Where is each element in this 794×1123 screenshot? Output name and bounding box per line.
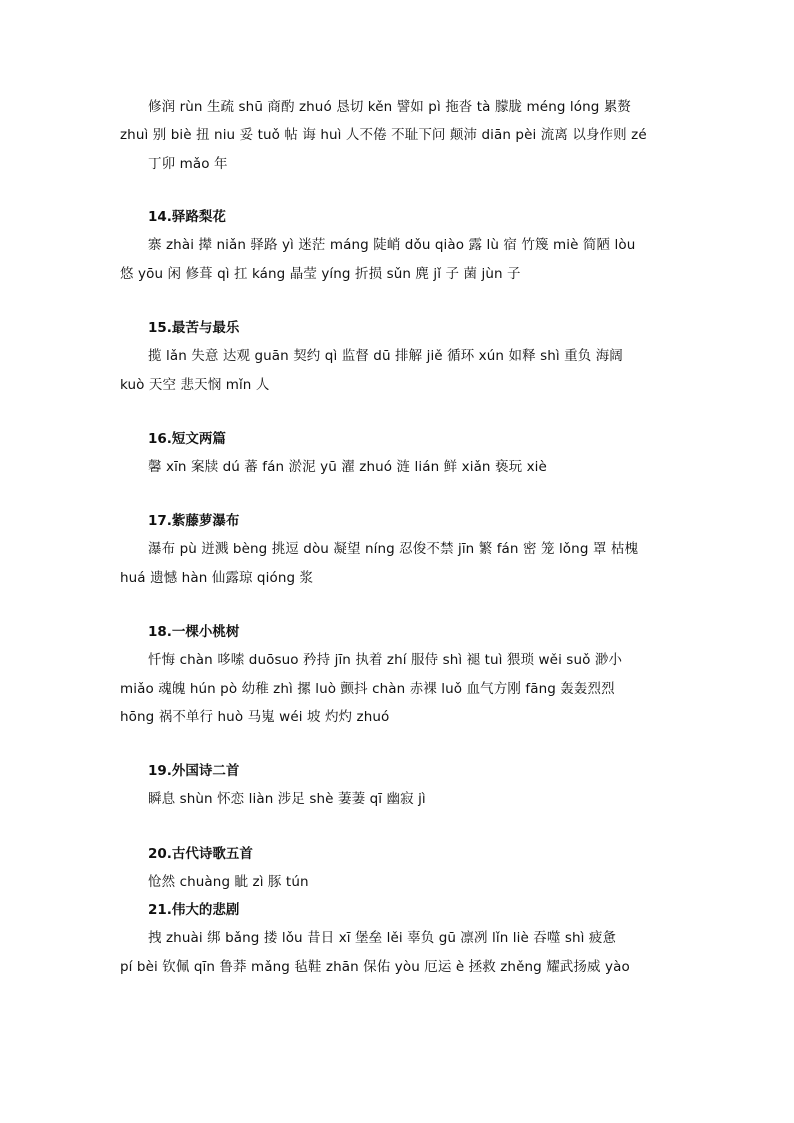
section-heading: 18.一棵小桃树 — [148, 624, 240, 640]
vocab-line: huá 遗憾 hàn 仙露琼 qióng 浆 — [120, 570, 314, 586]
section-heading: 20.古代诗歌五首 — [148, 846, 253, 862]
vocab-line: 忏悔 chàn 哆嗦 duōsuo 矜持 jīn 执着 zhí 服侍 shì 褪 tuì 猥琐 wěi suǒ 渺小 — [148, 652, 623, 668]
vocab-line: kuò 天空 悲天悯 mǐn 人 — [120, 377, 270, 393]
vocab-line: miǎo 魂魄 hún pò 幼稚 zhì 摞 luò 颤抖 chàn 赤裸 luǒ 血气方刚 fāng 轰轰烈烈 — [120, 681, 615, 697]
vocab-line: pí bèi 钦佩 qīn 鲁莽 mǎng 毡鞋 zhān 保佑 yòu 厄运 è 拯救 zhěng 耀武扬威 yào — [120, 959, 630, 975]
vocab-line: 瀑布 pù 迸溅 bèng 挑逗 dòu 凝望 níng 忍俊不禁 jīn 繁 fán 密 笼 lǒng 罩 枯槐 — [148, 541, 639, 557]
section-heading: 15.最苦与最乐 — [148, 320, 240, 336]
vocab-line: 拽 zhuài 绑 bǎng 搂 lǒu 昔日 xī 堡垒 lěi 辜负 gū 凛冽 lǐn liè 吞噬 shì 疲惫 — [148, 930, 617, 946]
section-heading: 17.紫藤萝瀑布 — [148, 513, 240, 529]
vocab-line: 丁卯 mǎo 年 — [148, 156, 228, 172]
vocab-line: 悠 yōu 闲 修葺 qì 扛 káng 晶莹 yíng 折损 sǔn 麂 jǐ 子 菌 jùn 子 — [120, 266, 521, 282]
vocab-line: 馨 xīn 案牍 dú 蕃 fán 淤泥 yū 濯 zhuó 涟 lián 鲜 xiǎn 亵玩 xiè — [148, 459, 547, 475]
vocab-line: 瞬息 shùn 怀恋 liàn 涉足 shè 萋萋 qī 幽寂 jì — [148, 791, 426, 807]
vocab-line: 寨 zhài 撵 niǎn 驿路 yì 迷茫 máng 陡峭 dǒu qiào 露 lù 宿 竹篾 miè 简陋 lòu — [148, 237, 636, 253]
vocab-line: zhuì 别 biè 扭 niu 妥 tuǒ 帖 诲 huì 人不倦 不耻下问 颠沛 diān pèi 流离 以身作则 zé — [120, 127, 647, 143]
section-heading: 19.外国诗二首 — [148, 763, 240, 779]
vocab-line: 揽 lǎn 失意 达观 guān 契约 qì 监督 dū 排解 jiě 循环 xún 如释 shì 重负 海阔 — [148, 348, 623, 364]
section-heading: 21.伟大的悲剧 — [148, 902, 240, 918]
section-heading: 14.驿路梨花 — [148, 209, 226, 225]
vocab-line: 修润 rùn 生疏 shū 商酌 zhuó 恳切 kěn 譬如 pì 拖沓 tà 朦胧 méng lóng 累赘 — [148, 99, 632, 115]
section-heading: 16.短文两篇 — [148, 431, 226, 447]
vocab-line: hōng 祸不单行 huò 马嵬 wéi 坡 灼灼 zhuó — [120, 709, 390, 725]
vocab-line: 怆然 chuàng 眦 zì 豚 tún — [148, 874, 309, 890]
